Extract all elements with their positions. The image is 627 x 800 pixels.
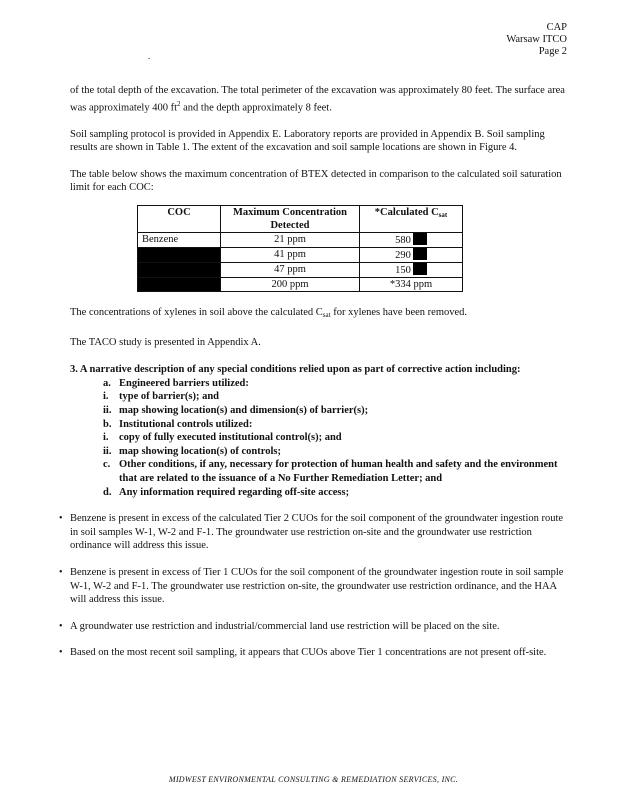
bullet-icon: •	[59, 513, 63, 525]
section-heading-3: 3. A narrative description of any special conditions relied upon as part of corrective action including:	[70, 364, 521, 376]
page-footer: MIDWEST ENVIRONMENTAL CONSULTING & REMEDIATION SERVICES, INC.	[168, 775, 459, 784]
cell-max: 41 ppm	[221, 248, 360, 263]
redaction-bar	[413, 233, 427, 245]
btex-table	[137, 205, 463, 292]
list-item: i. copy of fully executed institutional control(s); and	[103, 432, 342, 444]
header-calculated-csat: *Calculated $C_{sat}$	[360, 206, 463, 233]
cell-coc-redacted	[138, 278, 221, 292]
table-header-row	[138, 206, 463, 233]
document-body	[59, 84, 570, 673]
cell-max: 200 ppm	[221, 278, 360, 292]
table-row	[138, 233, 463, 248]
list-item: ii. map showing location(s) and dimension(s) of barrier(s);	[103, 405, 369, 417]
list-item: c. Other conditions, if any, necessary for protection of human health and safety and the environment that are related to the issuance of a No Further Remediation Letter; and	[103, 459, 558, 484]
list-item: d. Any information required regarding off-site access;	[103, 486, 350, 498]
list-item: a. Engineered barriers utilized:	[103, 377, 249, 389]
cell-coc-redacted	[138, 263, 221, 278]
bullet-icon: •	[59, 647, 63, 659]
paragraph-taco: The TACO study is presented in Appendix A.	[70, 336, 261, 348]
cell-coc-redacted	[138, 248, 221, 263]
cell-max: 47 ppm	[221, 263, 360, 278]
paragraph-sampling: Soil sampling protocol is provided in Appendix E. Laboratory reports are provided in Appendix B. Soil sampling results are shown in Table 1. The extent of the excavation and soil sample locations are shown in Figure 4.	[70, 128, 545, 154]
redaction-bar	[413, 263, 427, 275]
header-line-3: Page 2	[538, 46, 567, 57]
cell-calc: 150	[360, 263, 463, 278]
list-item: i. type of barrier(s); and	[103, 391, 220, 403]
table-row	[138, 248, 463, 263]
bullet-item: • Based on the most recent soil sampling, it appears that CUOs above Tier 1 concentrations are not present off-site.	[59, 647, 547, 659]
paragraph-table-intro: The table below shows the maximum concentration of BTEX detected in comparison to the calculated soil saturation limit for each COC:	[70, 168, 562, 194]
list-item: b. Institutional controls utilized:	[103, 418, 253, 430]
stray-mark: .	[148, 51, 151, 61]
cell-calc: 290	[360, 248, 463, 263]
redaction-bar	[413, 248, 427, 260]
conditions-list	[70, 377, 570, 499]
cell-coc: Benzene	[138, 233, 221, 248]
bullet-item: • Benzene is present in excess of the calculated Tier 2 CUOs for the soil component of the groundwater ingestion route in soil samples W-1, W-2 and F-1. The groundwater use restriction on-site and the groundwater use restriction ordinance will address this issue.	[59, 513, 564, 552]
table-row	[138, 263, 463, 278]
list-item: ii. map showing location(s) of controls;	[103, 445, 281, 457]
cell-max: 21 ppm	[221, 233, 360, 248]
paragraph-xylenes: The concentrations of xylenes in soil above the calculated $C_{sat}$ for xylenes have been removed.	[70, 307, 468, 320]
bullet-item: • Benzene is present in excess of Tier 1 CUOs for the soil component of the groundwater ingestion route in soil sample W-1, W-2 and F-1. The groundwater use restriction on-site, the groundwater use restriction ordinance, and the HAA will address this issue.	[59, 566, 564, 606]
paragraph-excavation: of the total depth of the excavation. The total perimeter of the excavation was approximately 80 feet. The surface area was approximately 400 $ft^2$ and the depth approximately 8 feet.	[70, 85, 565, 114]
cell-calc: *334 ppm	[360, 278, 463, 292]
bullet-icon: •	[59, 620, 63, 632]
header-line-1: CAP	[546, 22, 567, 33]
cell-calc: 580	[360, 233, 463, 248]
table-row	[138, 278, 463, 292]
header-max-concentration: Maximum Concentration Detected	[221, 206, 360, 233]
bullet-icon: •	[59, 566, 63, 578]
bullet-item: • A groundwater use restriction and industrial/commercial land use restriction will be placed on the site.	[59, 620, 500, 632]
header-coc: COC	[138, 206, 221, 233]
bullet-list	[59, 512, 570, 660]
header-line-2: Warsaw ITCO	[506, 34, 567, 45]
page-header	[506, 22, 567, 58]
